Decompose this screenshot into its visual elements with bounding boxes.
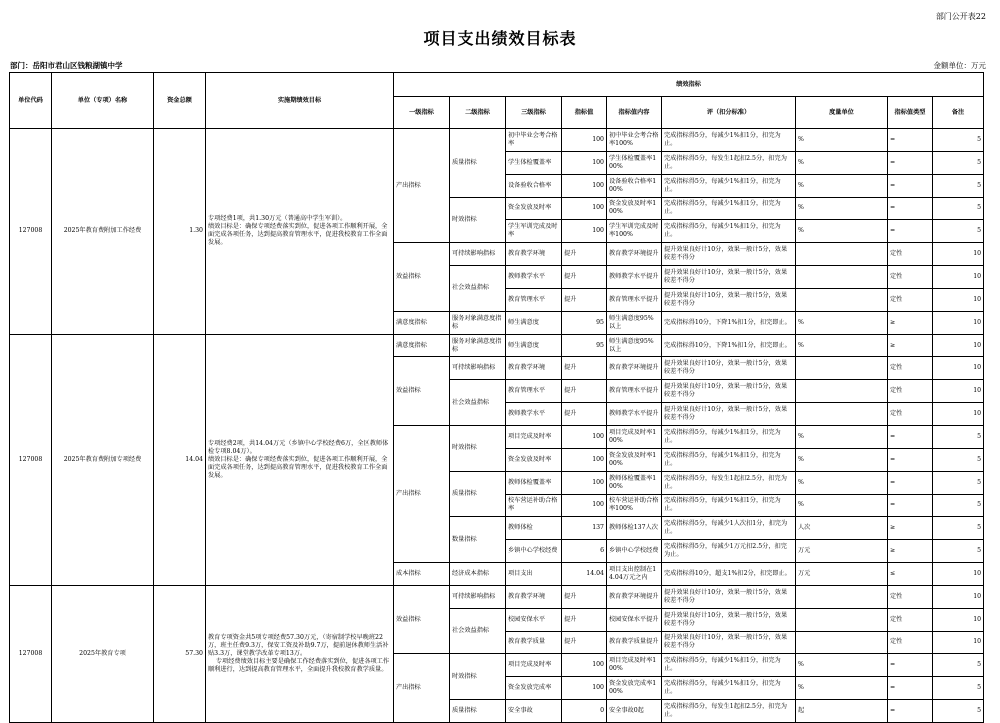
scoring-cell: 完成指标得10分，下降1%扣1分，扣完即止。	[662, 334, 796, 357]
measure-unit-cell: %	[796, 677, 888, 700]
level1-cell: 满意度指标	[394, 311, 450, 334]
scoring-cell: 提升效果良好计10分，效果一般计5分，效果较差不得分	[662, 266, 796, 289]
scoring-cell: 提升效果良好计10分，效果一般计5分，效果较差不得分	[662, 288, 796, 311]
measure-unit-cell: 人次	[796, 517, 888, 540]
value-type-cell: =	[888, 448, 933, 471]
value-content-cell: 教师教学水平提升	[607, 403, 662, 426]
indicator-value-cell: 提升	[562, 288, 607, 311]
value-type-cell: =	[888, 220, 933, 243]
remark-cell: 5	[933, 448, 984, 471]
level3-cell: 教育教学环境	[506, 243, 562, 266]
value-content-cell: 乡镇中心学校经费	[607, 540, 662, 563]
indicator-value-cell: 100	[562, 220, 607, 243]
scoring-cell: 完成指标得5分，每减少1%扣1分，扣完为止。	[662, 494, 796, 517]
indicator-value-cell: 95	[562, 334, 607, 357]
value-content-cell: 教师教学水平提升	[607, 266, 662, 289]
measure-unit-cell	[796, 288, 888, 311]
level1-cell: 效益指标	[394, 243, 450, 312]
level3-cell: 资金发放完成率	[506, 677, 562, 700]
value-type-cell: =	[888, 425, 933, 448]
header-measure-unit: 度量单位	[796, 97, 888, 129]
performance-target-table	[9, 72, 984, 723]
table-row	[10, 129, 984, 152]
header-value-type: 指标值类型	[888, 97, 933, 129]
indicator-value-cell: 100	[562, 677, 607, 700]
measure-unit-cell	[796, 631, 888, 654]
level2-cell: 服务对象满意度指标	[450, 334, 506, 357]
value-type-cell: 定性	[888, 403, 933, 426]
level2-cell: 数量指标	[450, 517, 506, 563]
indicator-value-cell: 提升	[562, 357, 607, 380]
period-target-cell: 专项经费1项，共1.30万元（普通高中学生军训）。 绩效目标是：确保专项经费落实到位，促进各项工作顺利开展，全面完成各项任务，达到提高教育管理水平，促进我校教育工作全面发展。	[206, 129, 394, 335]
scoring-cell: 提升效果良好计10分，效果一般计5分，效果较差不得分	[662, 585, 796, 608]
level3-cell: 教师体检覆盖率	[506, 471, 562, 494]
value-type-cell: 定性	[888, 266, 933, 289]
indicator-value-cell: 提升	[562, 403, 607, 426]
indicator-value-cell: 提升	[562, 266, 607, 289]
value-type-cell: ≥	[888, 540, 933, 563]
level3-cell: 教育教学质量	[506, 631, 562, 654]
level2-cell: 服务对象满意度指标	[450, 311, 506, 334]
level3-cell: 初中毕业会考合格率	[506, 129, 562, 152]
remark-cell: 10	[933, 357, 984, 380]
remark-cell: 5	[933, 517, 984, 540]
value-content-cell: 教育管理水平提升	[607, 288, 662, 311]
value-type-cell: ≤	[888, 563, 933, 586]
value-type-cell: =	[888, 174, 933, 197]
scoring-cell: 完成指标得5分，每减少1%扣1分，扣完为止。	[662, 425, 796, 448]
measure-unit-cell: 起	[796, 700, 888, 723]
department-label: 部门：岳阳市君山区钱粮湖镇中学	[10, 61, 123, 70]
value-type-cell: =	[888, 494, 933, 517]
level1-cell: 产出指标	[394, 654, 450, 723]
value-content-cell: 项目支出控制在14.04万元之内	[607, 563, 662, 586]
indicator-value-cell: 100	[562, 129, 607, 152]
scoring-cell: 完成指标得5分，每发生1起扣2.5分，扣完为止。	[662, 700, 796, 723]
remark-cell: 10	[933, 288, 984, 311]
value-content-cell: 资金发放完成率100%	[607, 677, 662, 700]
unit-code-cell: 127008	[10, 129, 52, 335]
value-type-cell: ≥	[888, 334, 933, 357]
level3-cell: 项目完成及时率	[506, 425, 562, 448]
measure-unit-cell: %	[796, 654, 888, 677]
value-content-cell: 项目完成及时率100%	[607, 425, 662, 448]
indicator-value-cell: 提升	[562, 608, 607, 631]
level2-cell: 可持续影响指标	[450, 357, 506, 380]
scoring-cell: 提升效果良好计10分，效果一般计5分，效果较差不得分	[662, 631, 796, 654]
measure-unit-cell	[796, 608, 888, 631]
indicator-value-cell: 100	[562, 425, 607, 448]
value-content-cell: 安全事故0起	[607, 700, 662, 723]
header-level2: 二级指标	[450, 97, 506, 129]
scoring-cell: 提升效果良好计10分，效果一般计5分，效果较差不得分	[662, 608, 796, 631]
level3-cell: 教育教学环境	[506, 585, 562, 608]
value-content-cell: 教育管理水平提升	[607, 380, 662, 403]
period-target-cell: 教育专项资金共5项专项经费57.30万元，（寄宿制学校早晚班22万，班主任费9.3万，保安工资及补助9.7万，提前退休教师生活补贴3.3万，课堂教学改革专项13万。 专项经费绩效目标主要是确保工作经费落实到位，促进各项工作顺利进行，达到提高教育管理水平，全面提升我校教育教学质量。	[206, 585, 394, 722]
level1-cell: 效益指标	[394, 357, 450, 426]
level3-cell: 校园安保水平	[506, 608, 562, 631]
header-indicator-value: 指标值	[562, 97, 607, 129]
form-number: 部门公开表22	[935, 12, 986, 21]
measure-unit-cell: %	[796, 334, 888, 357]
level3-cell: 教育管理水平	[506, 380, 562, 403]
level2-cell: 可持续影响指标	[450, 243, 506, 266]
level3-cell: 资金发放及时率	[506, 448, 562, 471]
value-content-cell: 教育教学环境提升	[607, 357, 662, 380]
value-content-cell: 资金发放及时率100%	[607, 448, 662, 471]
scoring-cell: 提升效果良好计10分，效果一般计5分，效果较差不得分	[662, 403, 796, 426]
header-period-target: 实施期绩效目标	[206, 73, 394, 129]
scoring-cell: 提升效果良好计10分，效果一般计5分，效果较差不得分	[662, 380, 796, 403]
scoring-cell: 完成指标得5分，每发生1起扣2.5分，扣完为止。	[662, 151, 796, 174]
remark-cell: 5	[933, 151, 984, 174]
indicator-value-cell: 100	[562, 471, 607, 494]
table-row	[10, 334, 984, 357]
indicator-value-cell: 14.04	[562, 563, 607, 586]
measure-unit-cell: %	[796, 151, 888, 174]
value-type-cell: 定性	[888, 631, 933, 654]
scoring-cell: 完成指标得5分，每减少1%扣1分，扣完为止。	[662, 129, 796, 152]
value-content-cell: 教育教学质量提升	[607, 631, 662, 654]
value-type-cell: ≥	[888, 517, 933, 540]
level3-cell: 师生满意度	[506, 311, 562, 334]
level1-cell: 产出指标	[394, 425, 450, 562]
level2-cell: 质量指标	[450, 471, 506, 517]
scoring-cell: 完成指标得5分，每减少1%扣1分，扣完为止。	[662, 174, 796, 197]
scoring-cell: 完成指标得5分，每减少1人次扣1分，扣完为止。	[662, 517, 796, 540]
value-content-cell: 学生体检覆盖率100%	[607, 151, 662, 174]
indicator-value-cell: 100	[562, 197, 607, 220]
remark-cell: 5	[933, 220, 984, 243]
level1-cell: 效益指标	[394, 585, 450, 654]
value-type-cell: =	[888, 471, 933, 494]
remark-cell: 10	[933, 266, 984, 289]
level1-cell: 满意度指标	[394, 334, 450, 357]
level3-cell: 校车营运补助合格率	[506, 494, 562, 517]
unit-code-cell: 127008	[10, 585, 52, 722]
level3-cell: 安全事故	[506, 700, 562, 723]
scoring-cell: 完成指标得10分，超支1%扣2分，扣完即止。	[662, 563, 796, 586]
measure-unit-cell: %	[796, 448, 888, 471]
header-performance-indicators: 绩效指标	[394, 73, 984, 97]
remark-cell: 10	[933, 585, 984, 608]
level2-cell: 质量指标	[450, 700, 506, 723]
level2-cell: 质量指标	[450, 129, 506, 198]
indicator-value-cell: 0	[562, 700, 607, 723]
measure-unit-cell: %	[796, 197, 888, 220]
indicator-value-cell: 100	[562, 151, 607, 174]
value-type-cell: 定性	[888, 357, 933, 380]
indicator-value-cell: 100	[562, 494, 607, 517]
value-type-cell: =	[888, 700, 933, 723]
value-type-cell: ≥	[888, 311, 933, 334]
level3-cell: 师生满意度	[506, 334, 562, 357]
remark-cell: 5	[933, 654, 984, 677]
remark-cell: 10	[933, 334, 984, 357]
measure-unit-cell: %	[796, 471, 888, 494]
scoring-cell: 完成指标得5分，每减少1%扣1分，扣完为止。	[662, 654, 796, 677]
header-project-name: 单位（专项）名称	[52, 73, 154, 129]
remark-cell: 5	[933, 197, 984, 220]
remark-cell: 5	[933, 425, 984, 448]
value-content-cell: 初中毕业会考合格率100%	[607, 129, 662, 152]
table-row	[10, 585, 984, 608]
indicator-value-cell: 提升	[562, 243, 607, 266]
value-type-cell: 定性	[888, 243, 933, 266]
remark-cell: 10	[933, 403, 984, 426]
scoring-cell: 完成指标得10分，下降1%扣1分，扣完即止。	[662, 311, 796, 334]
indicator-value-cell: 提升	[562, 380, 607, 403]
value-type-cell: 定性	[888, 608, 933, 631]
unit-code-cell: 127008	[10, 334, 52, 585]
value-content-cell: 教师体检137人次	[607, 517, 662, 540]
measure-unit-cell: %	[796, 311, 888, 334]
value-content-cell: 师生满意度95%以上	[607, 334, 662, 357]
value-content-cell: 学生军训完成及时率100%	[607, 220, 662, 243]
indicator-value-cell: 提升	[562, 585, 607, 608]
value-type-cell: =	[888, 654, 933, 677]
value-content-cell: 教师体检覆盖率100%	[607, 471, 662, 494]
remark-cell: 10	[933, 608, 984, 631]
remark-cell: 5	[933, 129, 984, 152]
level2-cell: 社会效益指标	[450, 266, 506, 312]
level3-cell: 教师教学水平	[506, 266, 562, 289]
page-title: 项目支出绩效目标表	[423, 29, 577, 48]
measure-unit-cell: 万元	[796, 540, 888, 563]
measure-unit-cell: 万元	[796, 563, 888, 586]
project-name-cell: 2025年教育专项	[52, 585, 154, 722]
indicator-value-cell: 提升	[562, 631, 607, 654]
header-remark: 备注	[933, 97, 984, 129]
value-type-cell: =	[888, 151, 933, 174]
remark-cell: 5	[933, 494, 984, 517]
remark-cell: 5	[933, 677, 984, 700]
remark-cell: 10	[933, 563, 984, 586]
level3-cell: 学生体检覆盖率	[506, 151, 562, 174]
amount-unit-label: 金额单位：万元	[933, 61, 986, 70]
measure-unit-cell: %	[796, 494, 888, 517]
measure-unit-cell	[796, 403, 888, 426]
measure-unit-cell: %	[796, 174, 888, 197]
project-name-cell: 2025年教育费附加专项经费	[52, 334, 154, 585]
measure-unit-cell: %	[796, 220, 888, 243]
level2-cell: 时效指标	[450, 654, 506, 700]
scoring-cell: 完成指标得5分，每减少1%扣1分，扣完为止。	[662, 677, 796, 700]
header-scoring: 评（扣分标准）	[662, 97, 796, 129]
value-content-cell: 师生满意度95%以上	[607, 311, 662, 334]
level2-cell: 经济成本指标	[450, 563, 506, 586]
remark-cell: 5	[933, 471, 984, 494]
remark-cell: 10	[933, 243, 984, 266]
level2-cell: 可持续影响指标	[450, 585, 506, 608]
level3-cell: 教师体检	[506, 517, 562, 540]
measure-unit-cell	[796, 266, 888, 289]
level2-cell: 时效指标	[450, 425, 506, 471]
value-type-cell: 定性	[888, 288, 933, 311]
level3-cell: 教育教学环境	[506, 357, 562, 380]
indicator-value-cell: 100	[562, 654, 607, 677]
level2-cell: 时效指标	[450, 197, 506, 243]
period-target-cell: 专项经费2项，共14.04万元（乡镇中心学校经费6万，全区教师体检专项8.04万）。 绩效目标是：确保专项经费落实到位，促进各项工作顺利开展，全面完成各项任务，达到提高教育管理水平，促进我校教育工作全面发展。	[206, 334, 394, 585]
value-content-cell: 教育教学环境提升	[607, 243, 662, 266]
header-level1: 一级指标	[394, 97, 450, 129]
remark-cell: 5	[933, 700, 984, 723]
measure-unit-cell: %	[796, 425, 888, 448]
value-content-cell: 设备验收合格率100%	[607, 174, 662, 197]
value-type-cell: =	[888, 197, 933, 220]
remark-cell: 10	[933, 631, 984, 654]
value-content-cell: 教育教学环境提升	[607, 585, 662, 608]
indicator-value-cell: 100	[562, 448, 607, 471]
indicator-value-cell: 137	[562, 517, 607, 540]
level2-cell: 社会效益指标	[450, 608, 506, 654]
value-content-cell: 校车营运补助合格率100%	[607, 494, 662, 517]
level3-cell: 乡镇中心学校经费	[506, 540, 562, 563]
total-amount-cell: 57.30	[154, 585, 206, 722]
value-content-cell: 资金发放及时率100%	[607, 197, 662, 220]
measure-unit-cell	[796, 585, 888, 608]
level3-cell: 项目完成及时率	[506, 654, 562, 677]
scoring-cell: 完成指标得5分，每减少1万元扣2.5分，扣完为止。	[662, 540, 796, 563]
value-type-cell: =	[888, 677, 933, 700]
remark-cell: 10	[933, 311, 984, 334]
scoring-cell: 完成指标得5分，每减少1%扣1分，扣完为止。	[662, 220, 796, 243]
header-unit-code: 单位代码	[10, 73, 52, 129]
total-amount-cell: 1.30	[154, 129, 206, 335]
measure-unit-cell	[796, 380, 888, 403]
value-content-cell: 校园安保水平提升	[607, 608, 662, 631]
value-type-cell: 定性	[888, 380, 933, 403]
project-name-cell: 2025年教育费附加工作经费	[52, 129, 154, 335]
scoring-cell: 完成指标得5分，每减少1%扣1分，扣完为止。	[662, 197, 796, 220]
level1-cell: 产出指标	[394, 129, 450, 243]
measure-unit-cell	[796, 357, 888, 380]
level3-cell: 学生军训完成及时率	[506, 220, 562, 243]
header-level3: 三级指标	[506, 97, 562, 129]
level3-cell: 教师教学水平	[506, 403, 562, 426]
scoring-cell: 提升效果良好计10分，效果一般计5分，效果较差不得分	[662, 243, 796, 266]
value-type-cell: 定性	[888, 585, 933, 608]
scoring-cell: 完成指标得5分，每发生1起扣2.5分，扣完为止。	[662, 471, 796, 494]
level3-cell: 资金发放及时率	[506, 197, 562, 220]
value-content-cell: 项目完成及时率100%	[607, 654, 662, 677]
level2-cell: 社会效益指标	[450, 380, 506, 426]
header-total-amount: 资金总额	[154, 73, 206, 129]
value-type-cell: =	[888, 129, 933, 152]
remark-cell: 5	[933, 174, 984, 197]
level3-cell: 设备验收合格率	[506, 174, 562, 197]
scoring-cell: 提升效果良好计10分，效果一般计5分，效果较差不得分	[662, 357, 796, 380]
level3-cell: 项目支出	[506, 563, 562, 586]
header-value-content: 指标值内容	[607, 97, 662, 129]
level1-cell: 成本指标	[394, 563, 450, 586]
indicator-value-cell: 100	[562, 174, 607, 197]
indicator-value-cell: 6	[562, 540, 607, 563]
indicator-value-cell: 95	[562, 311, 607, 334]
remark-cell: 10	[933, 380, 984, 403]
remark-cell: 5	[933, 540, 984, 563]
measure-unit-cell	[796, 243, 888, 266]
measure-unit-cell: %	[796, 129, 888, 152]
scoring-cell: 完成指标得5分，每减少1%扣1分，扣完为止。	[662, 448, 796, 471]
level3-cell: 教育管理水平	[506, 288, 562, 311]
total-amount-cell: 14.04	[154, 334, 206, 585]
